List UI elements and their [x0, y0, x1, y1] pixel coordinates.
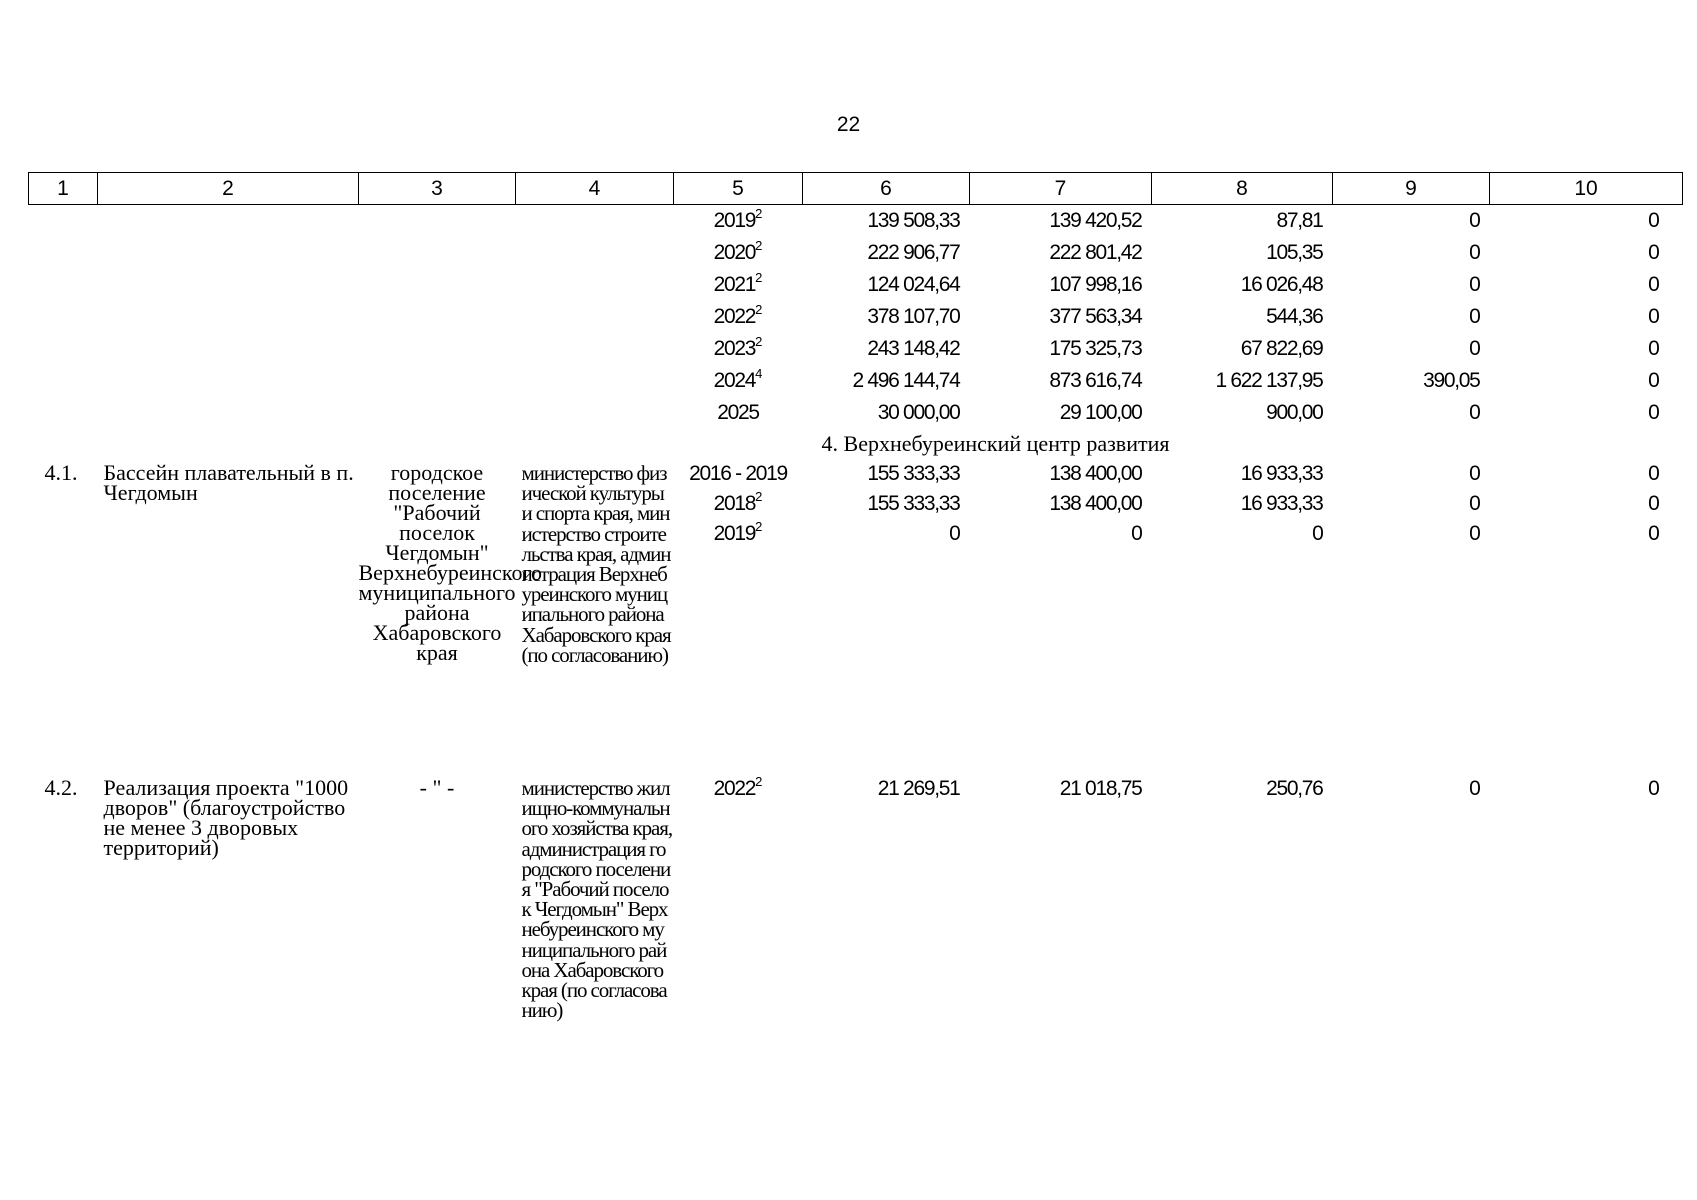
- table-row: [29, 774, 1683, 1020]
- amount-cell: 175 325,73: [1049, 337, 1142, 360]
- amount-cell: 138 400,00: [1049, 462, 1142, 485]
- amount-cell: 0: [1131, 522, 1142, 545]
- amount-cell: 124 024,64: [867, 273, 960, 296]
- amount-cell: 0: [1469, 337, 1480, 360]
- item-executor: городское поселение "Рабочий поселок Чегдомын" Верхнебуреинского муниципального района Хабаровского края: [358, 460, 542, 665]
- amount-cell: 2 496 144,74: [852, 369, 960, 392]
- amount-cell: 222 906,77: [867, 241, 960, 264]
- amount-cell: 378 107,70: [867, 305, 960, 328]
- amount-cell: 0: [1648, 305, 1659, 328]
- amount-cell: 0: [1648, 337, 1659, 360]
- amount-cell: 16 933,33: [1240, 492, 1323, 515]
- year-cell: 2025: [717, 401, 759, 424]
- column-header: 4: [516, 173, 674, 205]
- amount-cell: 0: [1648, 369, 1659, 392]
- amount-cell: 0: [1469, 462, 1480, 485]
- amount-cell: 0: [1469, 777, 1480, 800]
- amount-cell: 0: [1648, 777, 1659, 800]
- amount-cell: 0: [1648, 492, 1659, 515]
- amount-cell: 900,00: [1266, 401, 1323, 424]
- amount-cell: 139 508,33: [867, 209, 960, 232]
- table-row: [29, 333, 1683, 365]
- amount-cell: 250,76: [1266, 777, 1323, 800]
- page-number: 22: [836, 113, 861, 136]
- amount-cell: 1 622 137,95: [1215, 369, 1323, 392]
- amount-cell: 21 018,75: [1059, 777, 1142, 800]
- amount-cell: 0: [1648, 401, 1659, 424]
- amount-cell: 0: [1648, 522, 1659, 545]
- amount-cell: 139 420,52: [1049, 209, 1142, 232]
- amount-cell: 0: [1469, 492, 1480, 515]
- year-cell: 2023$^2$: [713, 334, 763, 360]
- amount-cell: 377 563,34: [1049, 305, 1142, 328]
- amount-cell: 544,36: [1266, 305, 1323, 328]
- item-executor: - " -: [419, 775, 455, 800]
- item-name: Реализация проекта "1000 дворов" (благоустройство не менее 3 дворовых территорий): [103, 775, 349, 860]
- amount-cell: 155 333,33: [867, 492, 960, 515]
- item-organizations: министерство жилищно-коммунального хозяйства края, администрация городского поселения "Рабочий поселок Чегдомын" Верхнебуреинского муниципального района Хабаровского края (по согласованию): [521, 776, 672, 1023]
- column-number-row: [29, 173, 1683, 205]
- amount-cell: 16 933,33: [1240, 462, 1323, 485]
- amount-cell: 873 616,74: [1049, 369, 1142, 392]
- amount-cell: 390,05: [1423, 369, 1480, 392]
- amount-cell: 0: [1312, 522, 1323, 545]
- column-header: 8: [1152, 173, 1333, 205]
- table-row: [29, 301, 1683, 333]
- amount-cell: 0: [1469, 273, 1480, 296]
- column-header: 6: [803, 173, 970, 205]
- column-header: 10: [1490, 173, 1683, 205]
- column-header: 5: [674, 173, 803, 205]
- amount-cell: 155 333,33: [867, 462, 960, 485]
- year-cell: 2020$^2$: [713, 238, 763, 264]
- table-row: [29, 365, 1683, 397]
- year-cell: 2024$^4$: [713, 366, 763, 392]
- amount-cell: 0: [1469, 305, 1480, 328]
- year-cell: 2019$^2$: [713, 519, 763, 545]
- year-cell: 2022$^2$: [713, 302, 763, 328]
- amount-cell: 138 400,00: [1049, 492, 1142, 515]
- amount-cell: 0: [1469, 209, 1480, 232]
- column-header: 2: [98, 173, 359, 205]
- item-index: 4.1.: [44, 460, 78, 485]
- amount-cell: 243 148,42: [867, 337, 960, 360]
- table-row: [29, 459, 1683, 774]
- year-cell: 2018$^2$: [713, 489, 763, 515]
- table-row: [29, 269, 1683, 301]
- amount-cell: 222 801,42: [1049, 241, 1142, 264]
- amount-cell: 107 998,16: [1049, 273, 1142, 296]
- amount-cell: 67 822,69: [1240, 337, 1323, 360]
- amount-cell: 0: [1648, 241, 1659, 264]
- budget-table: [28, 172, 1683, 1023]
- amount-cell: 0: [1648, 462, 1659, 485]
- amount-cell: 0: [949, 522, 960, 545]
- column-header: 3: [359, 173, 516, 205]
- amount-cell: 105,35: [1266, 241, 1323, 264]
- amount-cell: 29 100,00: [1059, 401, 1142, 424]
- amount-cell: 0: [1469, 241, 1480, 264]
- table-row: [29, 237, 1683, 269]
- year-cell: 2019$^2$: [713, 206, 763, 232]
- section-title: 4. Верхнебуреинский центр развития: [821, 431, 1170, 456]
- amount-cell: 0: [1469, 401, 1480, 424]
- table-row: [29, 205, 1683, 238]
- amount-cell: 87,81: [1276, 209, 1323, 232]
- column-header: 9: [1333, 173, 1490, 205]
- item-organizations: министерство физической культуры и спорта края, министерство строительства края, администрация Верхнебуреинского муниципального района Хабаровского края (по согласованию): [521, 461, 671, 667]
- column-header: 7: [970, 173, 1152, 205]
- amount-cell: 21 269,51: [877, 777, 960, 800]
- column-header: 1: [29, 173, 98, 205]
- year-cell: 2016 - 2019: [689, 462, 787, 485]
- amount-cell: 16 026,48: [1240, 273, 1323, 296]
- amount-cell: 0: [1648, 273, 1659, 296]
- amount-cell: 0: [1469, 522, 1480, 545]
- section-row: [29, 429, 1683, 459]
- amount-cell: 0: [1648, 209, 1659, 232]
- amount-cell: 30 000,00: [877, 401, 960, 424]
- year-cell: 2022$^2$: [713, 774, 763, 800]
- item-name: Бассейн плавательный в п. Чегдомын: [103, 460, 354, 505]
- table-row: [29, 397, 1683, 429]
- item-index: 4.2.: [44, 775, 78, 800]
- year-cell: 2021$^2$: [713, 270, 763, 296]
